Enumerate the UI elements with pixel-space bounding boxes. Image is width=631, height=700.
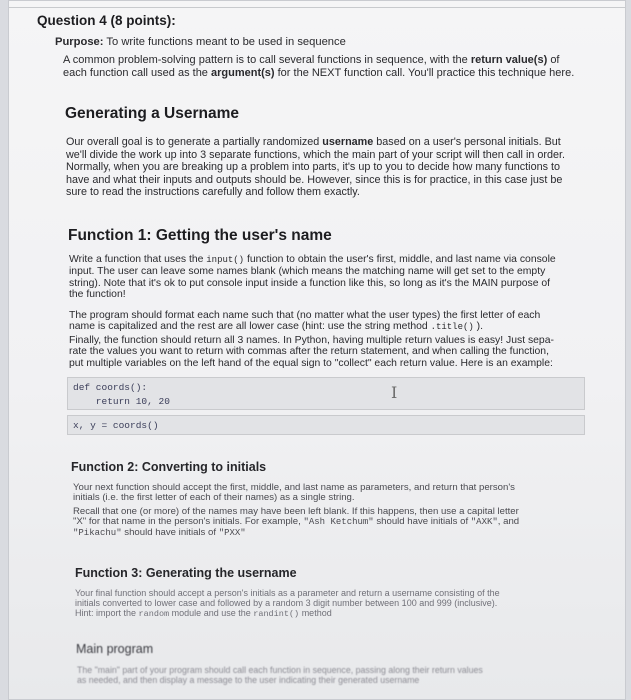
- document-page: [8, 0, 626, 700]
- intro-paragraph: [63, 54, 574, 79]
- purpose-line: [55, 36, 346, 48]
- text-cursor-icon: I: [391, 383, 398, 402]
- inline-code: "Ash Ketchum": [303, 517, 374, 528]
- intro-text: for the NEXT function call. You'll practice this technique here.: [277, 66, 575, 79]
- inline-code: "AXK": [470, 517, 498, 528]
- text: Normally, when you are breaking up a problem into parts, it's up to you to decide how many functions to: [66, 161, 560, 173]
- inline-code-input: input(): [206, 255, 245, 265]
- text: have and what their inputs and outputs should be. However, since this is for practice, in this case just be: [66, 173, 563, 186]
- function1-paragraph1: [69, 254, 556, 301]
- text: Finally, the function should return all 3 names. In Python, having multiple return values is easy! Just sepa-: [69, 335, 554, 346]
- function1-heading: Function 1: Getting the user's name: [68, 227, 332, 244]
- intro-text: A common problem-solving pattern is to call several functions in sequence, with the: [63, 54, 468, 66]
- purpose-text: To write functions meant to be used in sequence: [106, 36, 346, 48]
- text: sure to read the instructions carefully and follow them exactly.: [66, 186, 360, 198]
- text: input. The user can leave some names blank (which means the matching name will get set to the empty: [69, 266, 546, 278]
- code-line: return 10, 20: [73, 396, 170, 407]
- inline-code: randint(): [253, 609, 300, 619]
- intro-text: each function call used as the: [63, 66, 208, 79]
- intro-text: of: [550, 54, 560, 66]
- main-program-heading: Main program: [76, 642, 154, 656]
- text: initials (i.e. the first letter of each of their names) as a single string.: [73, 492, 355, 504]
- code-line: def coords():: [73, 382, 148, 393]
- text: Our overall goal is to generate a partially randomized: [66, 136, 320, 148]
- inline-code: "PXX": [218, 527, 246, 538]
- intro-bold-argument: argument(s): [211, 66, 275, 79]
- function1-paragraph2: [69, 310, 540, 334]
- section-heading-username: Generating a Username: [65, 105, 240, 122]
- text: "X" for that name in the person's initials. For example,: [73, 516, 301, 528]
- text: the function!: [69, 289, 126, 301]
- text: should have initials of: [376, 516, 469, 528]
- text: put multiple variables on the left hand of the equal sign to "collect" each return value. Here is an example:: [69, 357, 553, 369]
- text: The program should format each name such that (no matter what the user types) the first letter of each: [69, 310, 541, 321]
- text: we'll divide the work up into 3 separate functions, which the main part of your script will then call in order.: [66, 148, 565, 161]
- function1-paragraph3: [69, 335, 554, 369]
- bold-username: username: [322, 136, 374, 148]
- text: based on a user's personal initials. But: [376, 136, 561, 148]
- text: Hint: import the: [75, 608, 137, 618]
- text: name is capitalized and the rest are all lower case (hint: use the string method: [69, 321, 428, 333]
- username-paragraph: [66, 136, 565, 199]
- text: rate the values you want to return with commas after the return statement, and when calling the function,: [69, 346, 549, 358]
- code-line: x, y = coords(): [73, 420, 159, 431]
- text: function to obtain the user's first, middle, and last name via console: [246, 254, 556, 265]
- main-program-paragraph: [77, 665, 483, 685]
- text: initials converted to lower case and followed by a random 3 digit number between 100 and 999 (inclusive).: [75, 598, 498, 608]
- text: method: [301, 608, 332, 618]
- inline-code: "Pikachu": [73, 527, 122, 538]
- text: The "main" part of your program should call each function in sequence, passing along their return values: [77, 665, 483, 675]
- code-block-def: [67, 377, 585, 410]
- top-divider: [9, 7, 625, 8]
- text: Write a function that uses the: [69, 254, 204, 265]
- function3-paragraph: [75, 588, 500, 619]
- text: Your next function should accept the first, middle, and last name as parameters, and return that person's: [73, 482, 515, 493]
- inline-code-title: .title(): [430, 322, 474, 333]
- intro-bold-return: return value(s): [470, 54, 548, 66]
- function2-paragraph: [73, 483, 519, 538]
- text: module and use the: [171, 608, 251, 618]
- text: Your final function should accept a person's initials as a parameter and return a username consisting of the: [75, 588, 500, 598]
- inline-code: random: [138, 609, 170, 619]
- function3-heading: Function 3: Generating the username: [75, 566, 297, 580]
- question-title: Question 4 (8 points):: [37, 13, 176, 28]
- code-block-call: [67, 415, 585, 435]
- text: Recall that one (or more) of the names may have been left blank. If this happens, then use a capital letter: [73, 505, 519, 517]
- text: as needed, and then display a message to the user indicating their generated username: [77, 675, 420, 685]
- text: string). Note that it's ok to put console input inside a function like this, so long as it's the MAIN purpose of: [69, 277, 551, 289]
- function2-heading: Function 2: Converting to initials: [71, 460, 267, 474]
- text: ).: [476, 321, 484, 333]
- text: , and: [497, 516, 520, 528]
- text: should have initials of: [124, 526, 217, 538]
- purpose-label: Purpose:: [55, 36, 104, 48]
